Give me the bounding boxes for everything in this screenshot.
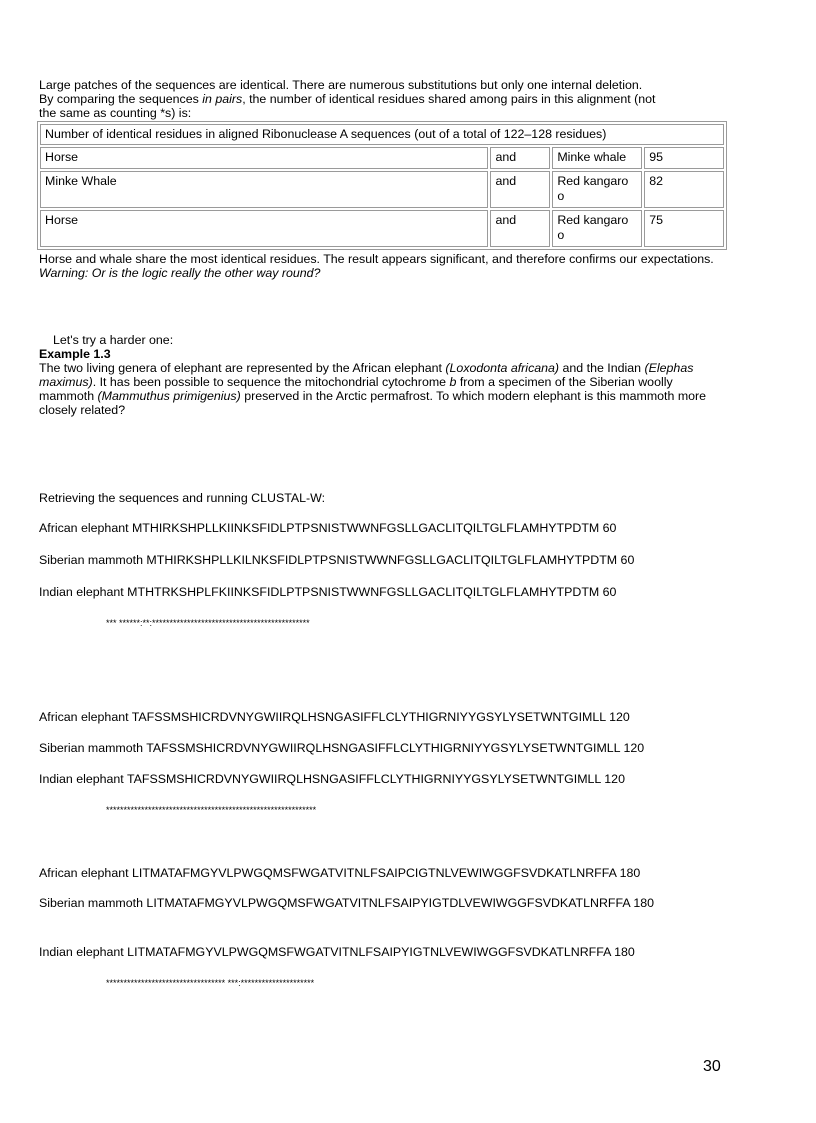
table-caption: Number of identical residues in aligned Ribonuclease A sequences (out of a total of 122–128 residues)	[40, 124, 724, 145]
example-em-2: (Elephas maximus)	[39, 361, 694, 389]
intro-line-3: the same as counting *s) is:	[39, 106, 192, 120]
example-paragraph	[39, 361, 729, 417]
row-species-a: Horse	[40, 210, 488, 247]
row-count: 82	[644, 171, 724, 208]
example-text-2: and the Indian	[559, 361, 645, 375]
example-text-5: preserved in the Arctic permafrost. To which modern elephant is this mammoth more closely related?	[39, 389, 707, 417]
table-row	[40, 210, 724, 247]
row-species-a: Minke Whale	[40, 171, 488, 208]
seq-indian-3: Indian elephant LITMATAFMGYVLPWGQMSFWGATVITNLFSAIPYIGTNLVEWIWGGFSVDKATLNRFFA 180	[39, 945, 635, 959]
intro-line-1: Large patches of the sequences are identical. There are numerous substitutions but only one internal deletion.	[39, 78, 643, 92]
table-row	[40, 147, 724, 169]
page-number: 30	[703, 1058, 721, 1075]
row-and: and	[490, 210, 550, 247]
conservation-line-1: *** ******:**:*********************************************	[106, 618, 310, 628]
intro-line-2	[39, 92, 729, 106]
row-species-b: Minke whale	[552, 147, 642, 169]
example-text-1: The two living genera of elephant are represented by the African elephant	[39, 361, 446, 375]
intro-line-2a: By comparing the sequences	[39, 92, 203, 106]
page-body	[39, 78, 729, 417]
row-and: and	[490, 171, 550, 208]
identity-table	[37, 121, 727, 250]
seq-indian-2: Indian elephant TAFSSMSHICRDVNYGWIIRQLHSNGASIFFLCLYTHIGRNIYYGSYLYSETWNTGIMLL 120	[39, 772, 625, 786]
lets-try-line: Let's try a harder one:	[53, 333, 174, 347]
intro-line-2-emphasis: in pairs	[202, 92, 243, 106]
seq-siberian-3: Siberian mammoth LITMATAFMGYVLPWGQMSFWGATVITNLFSAIPYIGTDLVEWIWGGFSVDKATLNRFFA 180	[39, 896, 655, 910]
example-em-3: b	[449, 375, 457, 389]
conservation-line-3: ********************************** ***:*********************	[106, 978, 315, 988]
row-count: 95	[644, 147, 724, 169]
example-text-4: from a specimen of the Siberian woolly mammoth	[39, 375, 673, 403]
example-em-4: (Mammuthus primigenius)	[97, 389, 241, 403]
row-species-b: Red kangaro o	[552, 210, 642, 247]
table-caption-row	[40, 124, 724, 145]
conclusion-paragraph	[39, 252, 729, 280]
row-species-a: Horse	[40, 147, 488, 169]
row-and: and	[490, 147, 550, 169]
warning-text: Warning: Or is the logic really the other way round?	[39, 266, 321, 280]
example-title: Example 1.3	[39, 347, 111, 361]
intro-paragraph	[39, 78, 729, 120]
example-text-3: . It has been possible to sequence the mitochondrial cytochrome	[92, 375, 450, 389]
seq-african-1: African elephant MTHIRKSHPLLKIINKSFIDLPTPSNISTWWNFGSLLGACLITQILTGLFLAMHYTPDTM 60	[39, 521, 617, 535]
intro-line-2b: , the number of identical residues shared among pairs in this alignment (not	[242, 92, 656, 106]
seq-indian-1: Indian elephant MTHTRKSHPLFKIINKSFIDLPTPSNISTWWNFGSLLGACLITQILTGLFLAMHYTPDTM 60	[39, 585, 617, 599]
seq-siberian-1: Siberian mammoth MTHIRKSHPLLKILNKSFIDLPTPSNISTWWNFGSLLGACLITQILTGLFLAMHYTPDTM 60	[39, 553, 635, 567]
conservation-line-2: ************************************************************	[106, 805, 317, 815]
conclusion-text: Horse and whale share the most identical residues. The result appears significant, and therefore confirms our expectations.	[39, 252, 714, 266]
seq-siberian-2: Siberian mammoth TAFSSMSHICRDVNYGWIIRQLHSNGASIFFLCLYTHIGRNIYYGSYLYSETWNTGIMLL 120	[39, 741, 645, 755]
table-row	[40, 171, 724, 208]
example-em-1: (Loxodonta africana)	[445, 361, 560, 375]
seq-african-2: African elephant TAFSSMSHICRDVNYGWIIRQLHSNGASIFFLCLYTHIGRNIYYGSYLYSETWNTGIMLL 120	[39, 710, 630, 724]
row-count: 75	[644, 210, 724, 247]
seq-african-3: African elephant LITMATAFMGYVLPWGQMSFWGATVITNLFSAIPCIGTNLVEWIWGGFSVDKATLNRFFA 180	[39, 866, 641, 880]
row-species-b: Red kangaro o	[552, 171, 642, 208]
retrieving-line: Retrieving the sequences and running CLUSTAL-W:	[39, 491, 326, 505]
